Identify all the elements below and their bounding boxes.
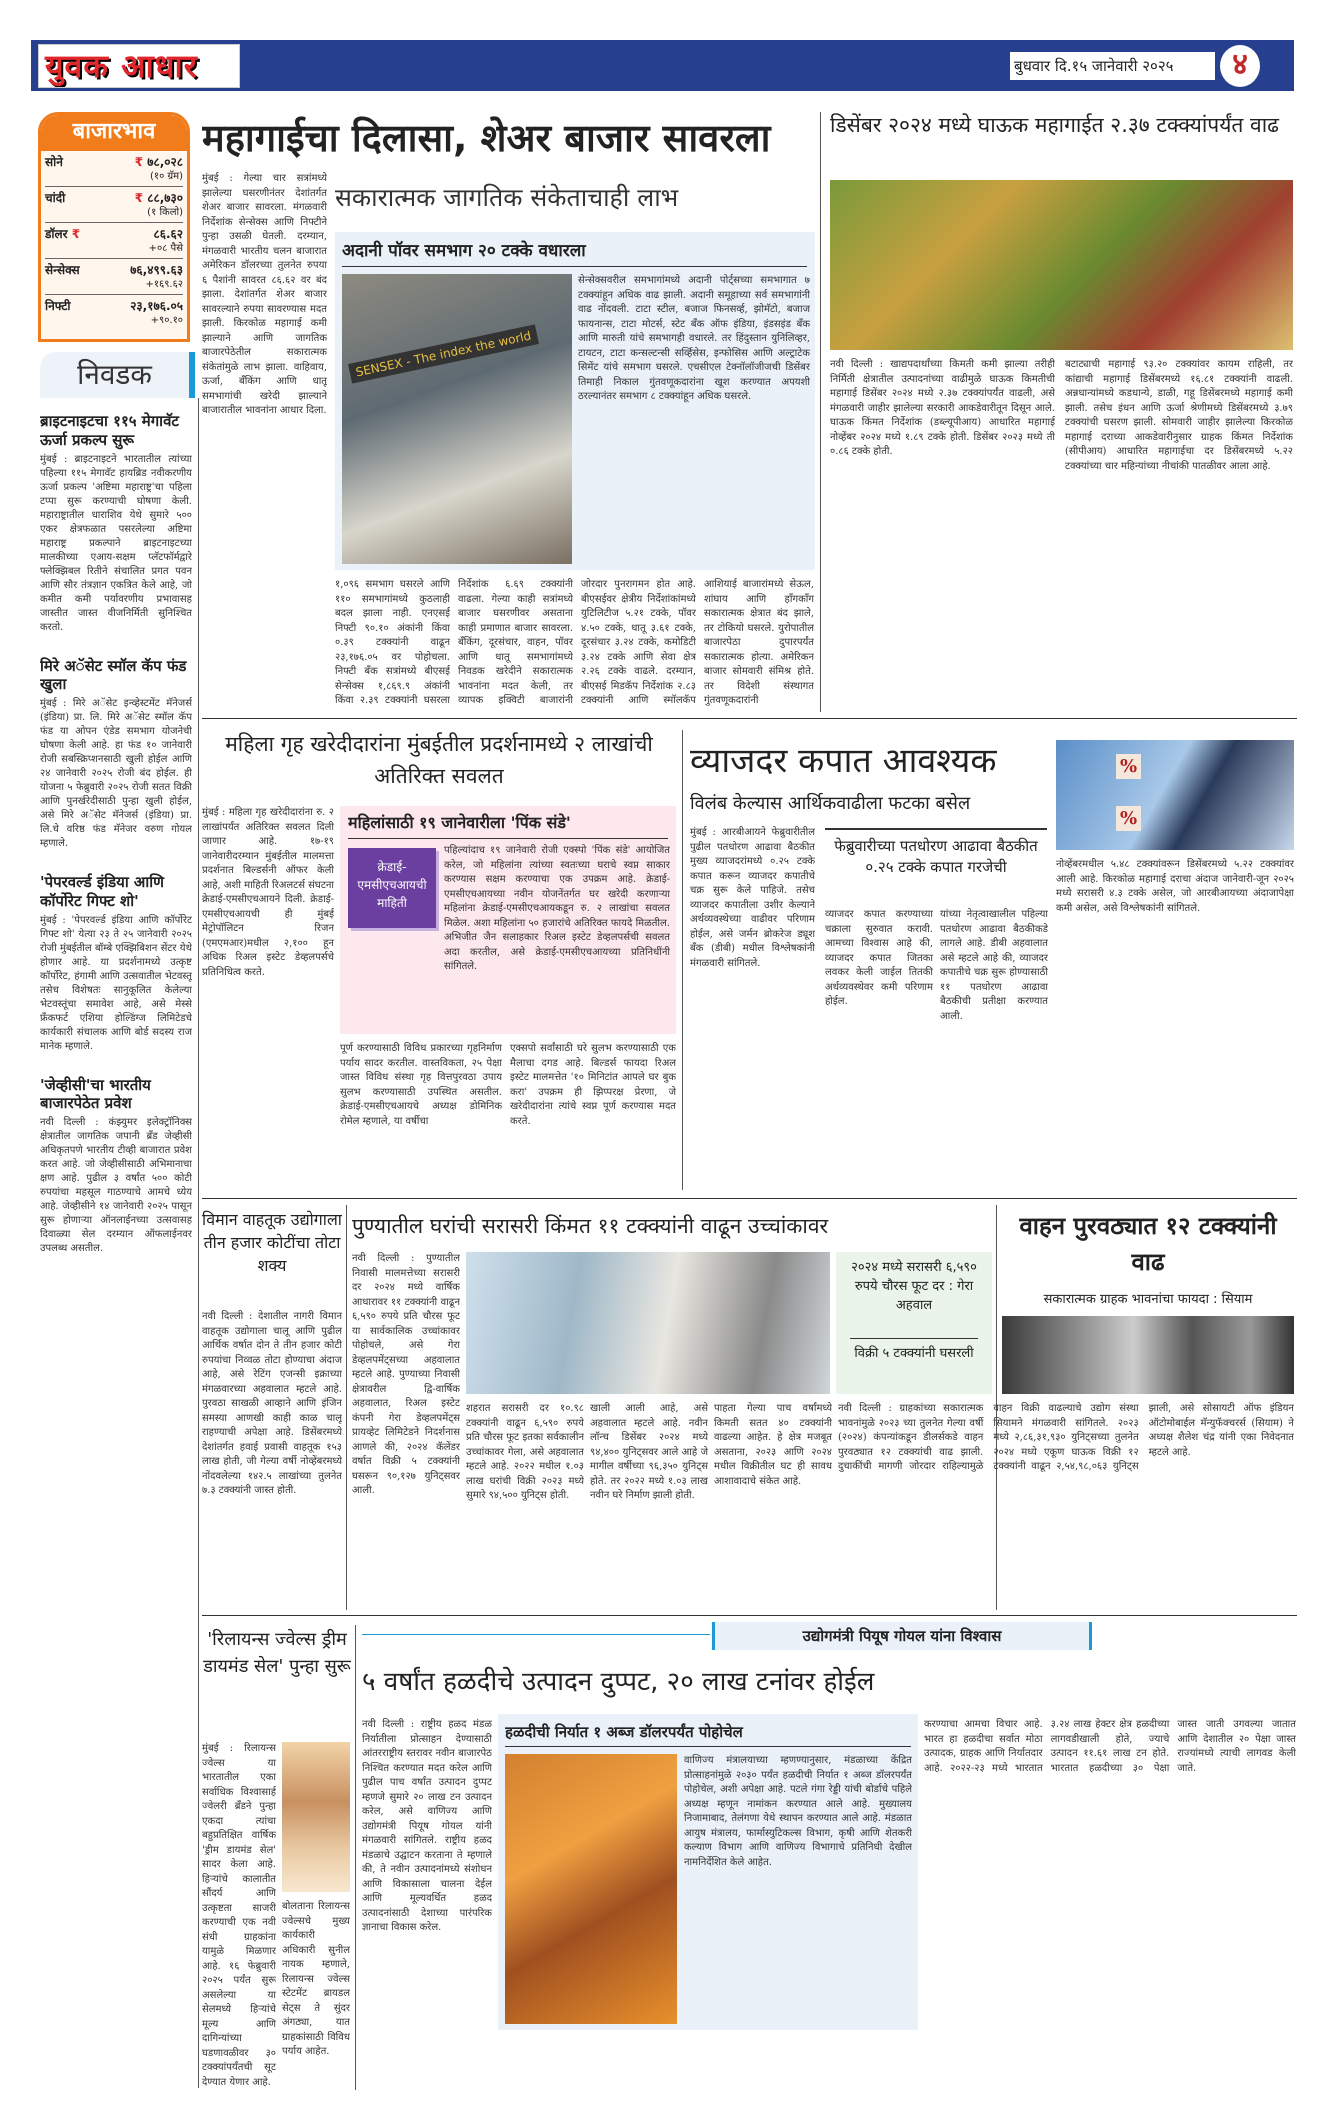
market-row-dollar: डॉलर ₹ ८६.६२ +०८ पैसे xyxy=(45,223,183,259)
building-photo xyxy=(466,1252,830,1394)
turmeric-body-col-2: करण्याचा आमचा विचार आहे. भारत हा हळदीचा सर्वात मोठा उत्पादक, ग्राहक आणि निर्यातदार आहे. २०२२-२३ मध्ये भारतात ३.२४ लाख हेक्टर क्षेत्र हळदीच्या लागवडीखाली होते, ज्याचे उत्पादन ११.६१ लाख टन होते. भारतात हळदीच्या ३० पेक्षा जास्त जाती उगवल्या जातात आणि देशातील २० पेक्षा जास्त राज्यांमध्ये त्याची लागवड केली जाते. xyxy=(924,1719,1296,1774)
nivdak-body: मुंबई : मिरे अॅसेट इन्व्हेस्टमेंट मॅनेजर्स (इंडिया) प्रा. लि. मिरे अॅसेट स्मॉल कॅप फंड या ओपन एंडेड समभाग योजनेची घोषणा केली आहे. हा फंड १० जानेवारी रोजी सबस्क्रिप्शनसाठी खुली होईल आणि २४ जानेवारी २०२५ रोजी बंद होईल. ही योजना ५ फेब्रुवारी २०२५ रोजी सतत विक्री आणि पुनर्खरेदीसाठी पुन्हा खुली होईल, असे मिरे अॅसेट मॅनेजर्स (इंडिया) प्रा. लि.चे वरिष्ठ फंड मॅनेजर वरुण गोयल म्हणाले. xyxy=(40,698,192,849)
section-divider xyxy=(202,1615,1297,1616)
market-row-sensex: सेन्सेक्स ७६,४९९.६३ +१६९.६२ xyxy=(45,259,183,295)
nivdak-headline: 'जेव्हीसी'चा भारतीय बाजारपेठेत प्रवेश xyxy=(40,1075,151,1113)
rate-cut-body-col-2: व्याजदर कपात करण्याच्या चक्राला सुरुवात करावी. आमच्या विश्वास आहे की, व्याजदर कपात जितका लवकर केली जाईल तितकी अर्थव्यवस्थेवर कमी परिणाम होईल. xyxy=(825,909,933,1007)
pune-body-col-3: खाली आली आहे, असे अहवालात म्हटले आहे. नवीन लॉन्च डिसेंबर २०२४ मध्ये ९४,४०० युनिट्सवर आले आहे जे मागील वर्षीच्या ९६,३५० युनिट्स होते. तर २०२२ मध्ये १.०३ लाख नवीन घरे निर्माण झाली होती. xyxy=(590,1403,708,1501)
nivdak-item xyxy=(40,657,192,852)
aviation-body: नवी दिल्ली : देशातील नागरी विमान वाहतूक उद्योगाला चालू आणि पुढील आर्थिक वर्षात दोन ते तीन हजार कोटी रुपयांचा निव्वळ तोटा होण्याचा अंदाज आहे, असे रेटिंग एजन्सी इक्राच्या मंगळवारच्या अहवालात म्हटले आहे. पुरवठा साखळी आव्हाने आणि इंजिन समस्या आणखी काही काळ चालू राहण्याची अपेक्षा आहे. डिसेंबरमध्ये देशांतर्गत हवाई प्रवासी वाहतूक १५३ लाख होती, जी गेल्या वर्षी नोव्हेंबरमध्ये नोंदवलेल्या १४२.५ लाखांच्या तुलनेत ७.३ टक्क्यांनी जास्त होती. xyxy=(202,1311,342,1496)
section-divider xyxy=(202,1198,1297,1199)
lead-body-col-1: मुंबई : गेल्या चार सत्रांमध्ये झालेल्या घसरणीनंतर देशांतर्गत शेअर बाजार सावरला. मंगळवारी निर्देशांक सेन्सेक्स आणि निफ्टीने पुन्हा उसळी घेतली. दरम्यान, मंगळवारी भारतीय चलन बाजारात अमेरिकन डॉलरच्या तुलनेत रुपया ६ पैशांनी सावरत ८६.६२ वर बंद झाला. देशांतर्गत शेअर बाजार सावरल्याने रुपया सावरण्यास मदत झाली. किरकोळ महागाई कमी झाल्याने आणि जागतिक बाजारपेठेतील सकारात्मक संकेतांमुळे लाभ झाला. वाहिवाय, ऊर्जा, बँकिंग आणि धातू समभागांची खरेदी झाल्याने बाजारातील भावनांना आधार दिला. xyxy=(202,173,327,416)
adani-rule xyxy=(342,266,807,267)
women-body-col-3: एक्सपो सर्वांसाठी घरे सुलभ करण्यासाठी एक मैलाचा दगड आहे. बिल्डर्स फायदा रिअल इस्टेट मालमत्तेत '१० मिनिटांत आपले घर बुक करा' उपक्रम ही झिप्परक्ष प्रेरणा, जे खरेदीदारांना त्यांचे स्वप्न पूर्ण करण्यास मदत करते. xyxy=(510,1043,676,1127)
turmeric-export-headline: हळदीची निर्यात १ अब्ज डॉलरपर्यंत पोहोचेल xyxy=(505,1723,743,1741)
turmeric-export-body: वाणिज्य मंत्रालयाच्या म्हणण्यानुसार, मंडळाच्या केंद्रित प्रोत्साहनांमुळे २०३० पर्यंत हळदीची निर्यात १ अब्ज डॉलरपर्यंत पोहोचेल, अशी अपेक्षा आहे. पटले गंगा रेड्डी यांची बोर्डाचे पहिले अध्यक्ष म्हणून नामांकन करण्यात आले आहे. मुख्यालय निजामाबाद, तेलंगणा येथे स्थापन करण्यात आले आहे. मंडळात आयुष मंत्रालय, फार्मास्युटिकल्स विभाग, कृषी आणि शेतकरी कल्याण विभाग आणि वाणिज्य विभागाचे प्रतिनिधी देखील नामनिर्देशित केले आहेत. xyxy=(684,1755,912,1868)
market-row-gold: सोने ₹ ७८,०२८ (१० ग्रॅम) xyxy=(45,151,183,187)
vehicle-headline: वाहन पुरवठ्यात १२ टक्क्यांनी वाढ xyxy=(1019,1212,1277,1276)
section-divider xyxy=(202,718,1297,719)
column-divider xyxy=(682,730,683,1190)
reliance-jewels-photo xyxy=(282,1742,350,1892)
reliance-body-col-2: बोलताना रिलायन्स ज्वेल्सचे मुख्य कार्यकारी अधिकारी सुनील नायक म्हणाले, रिलायन्स ज्वेल्स स्टेटमेंट ब्रायडल सेट्स ते सुंदर अंगठ्या, यात ग्राहकांसाठी विविध पर्याय आहेत. xyxy=(282,1901,350,2057)
nivdak-headline: 'पेपरवर्ल्ड इंडिया आणि कॉर्पोरेट गिफ्ट शो' xyxy=(40,873,164,910)
nivdak-body: मुंबई : 'पेपरवर्ल्ड इंडिया आणि कॉर्पोरेट गिफ्ट शो' येत्या २३ ते २५ जानेवारी २०२५ रोजी मुंबईतील बॉम्बे एक्झिबिशन सेंटर येथे होणार आहे. या प्रदर्शनामध्ये उत्कृष्ट कॉर्पोरेट, हंगामी आणि उत्सवातील भेटवस्तू तसेच विशेषतः सानुकूलित केलेल्या भेटवस्तूंचा समावेश आहे, असे मेस्से फ्रँकफर्ट एशिया होल्डिंग्ज लिमिटेडचे कार्यकारी संचालक आणि बोर्ड सदस्य राज मानेक म्हणाले. xyxy=(40,914,192,1052)
women-headline: महिला गृह खरेदीदारांना मुंबईतील प्रदर्शनामध्ये २ लाखांची अतिरिक्त सवलत xyxy=(225,732,653,788)
market-rates-box xyxy=(38,112,190,342)
percent-photo xyxy=(1056,740,1294,850)
market-rates-title: बाजारभाव xyxy=(41,115,187,151)
nivdak-item xyxy=(40,1076,192,1257)
pink-sunday-body: पहिल्यांदाच १९ जानेवारी रोजी एक्स्पो 'पिंक संडे' आयोजित करेल, जो महिलांना त्यांच्या स्वतःच्या घराचे स्वप्न साकार करण्यास सक्षम करण्याचा एक उपक्रम आहे. क्रेडाई-एमसीएचआयच्या नवीन योजनेंतर्गत घर खरेदी करणाऱ्या महिलांना क्रेडाई-एमसीएचआयकडून रु. २ लाखांचा सवलत मिळेल. अशा महिलांना ५० हजारांचे अतिरिक्त फायदे मिळतील. अभिजीत जैन सलाहकार रिअल इस्टेट डेव्हलपर्सची सवलत अदा करतील, असे क्रेडाई-एमसीएचआयच्या प्रतिनिधींनी सांगितले. xyxy=(444,845,670,972)
lead-body-col-5: आशियाई बाजारांमध्ये सेऊल, शांघाय आणि हाँगकाँग सकारात्मक क्षेत्रात बंद झाले, तर टोकियो घसरले. युरोपातील बाजारपेठा दुपारपर्यंत सकारात्मक होत्या. अमेरिकन बाजार सोमवारी संमिश्र होते. तर विदेशी संस्थागत गुंतवणूकदारांनी xyxy=(704,579,814,706)
lead-body-col-4: जोरदार पुनरागमन होत आहे. बीएसईवर क्षेत्रीय निर्देशांकांमध्ये युटिलिटीज ५.२१ टक्के, पॉवर ४.५० टक्के, धातू ३.६१ टक्के, दूरसंचार ३.२४ टक्के, कमोडिटी ३.२४ टक्के आणि सेवा क्षेत्र २.२६ टक्के वाढले. दरम्यान, बीएसई मिडकॅप निर्देशांक २.८३ टक्क्यांनी आणि स्मॉलकॅप xyxy=(581,579,696,706)
rate-cut-body-col-3: यांच्या नेतृत्वाखालील पहिल्या पतधोरण आढावा बैठकीकडे लागले आहे. डीबी अहवालात असे म्हटले आहे की, व्याजदर कपातीचे चक्र सुरू होण्यासाठी ११ पतधोरण आढावा बैठकीची प्रतीक्षा करण्यात आली. xyxy=(940,909,1048,1022)
sensex-photo-label: SENSEX - The index the world xyxy=(348,324,539,383)
reliance-headline: 'रिलायन्स ज्वेल्स ड्रीम डायमंड सेल' पुन्हा सुरू xyxy=(203,1629,351,1677)
percent-icon: % xyxy=(1116,806,1141,831)
rate-cut-body-col-1: मुंबई : आरबीआयने फेब्रुवारीतील पुढील पतधोरण आढावा बैठकीत मुख्य व्याजदरांमध्ये ०.२५ टक्के कपात करून व्याजदर कपातीचे चक्र सुरू केले पाहिजे. तसेच व्याजदर कपातीला उशीर केल्याने अर्थव्यवस्थेच्या वाढीवर परिणाम होईल, असे जर्मन ब्रोकरेज ड्यूश बँक (डीबी) मधील विश्लेषकांनी मंगळवारी सांगितले. xyxy=(690,827,815,969)
export-rule xyxy=(505,1746,911,1747)
percent-icon: % xyxy=(1116,754,1141,779)
nivdak-body: मुंबई : ब्राइटनाइटने भारतातील त्यांच्या पहिल्या ११५ मेगावॅट हायब्रिड नवीकरणीय ऊर्जा प्रकल्प 'अष्टिमा महाराष्ट्र'चा पहिला टप्पा सुरू करण्याची घोषणा केली. महाराष्ट्रातील धाराशिव येथे सुमारे ५०० एकर क्षेत्रफळात पसरलेल्या अष्टिमा महाराष्ट्र प्रकल्पाने ब्राइटनाइटच्या मालकीच्या एआय-सक्षम प्लॅटफॉर्मद्वारे फ्लेक्झिबल रितीने संचालित प्रगत पवन आणि सौर तंत्रज्ञान एकत्रित केले आहे, जो कमीत कमी पर्यावरणीय प्रभावासह जास्तीत जास्त वीजनिर्मिती सुनिश्चित करतो. xyxy=(40,453,192,633)
rate-cut-side-body: नोव्हेंबरमधील ५.४८ टक्क्यांवरून डिसेंबरमध्ये ५.२२ टक्क्यांवर आली आहे. किरकोळ महागाई दराचा अंदाज जानेवारी-जून २०२५ मध्ये सरासरी ४.३ टक्के असेल, जो आरबीआयच्या अंदाजापेक्षा कमी असेल, असे विश्लेषकांनी सांगितले. xyxy=(1056,859,1294,914)
nivdak-item xyxy=(40,873,192,1054)
column-divider xyxy=(355,1625,356,2090)
turmeric-body-col-1: नवी दिल्ली : राष्ट्रीय हळद मंडळ निर्यातीला प्रोत्साहन देण्यासाठी आंतरराष्ट्रीय स्तरावर नवीन बाजारपेठ निश्चित करण्यात मदत करेल आणि पुढील पाच वर्षांत उत्पादन दुप्पट म्हणजे सुमारे २० लाख टन उत्पादन करेल, असे वाणिज्य आणि उद्योगमंत्री पियूष गोयल यांनी मंगळवारी सांगितले. राष्ट्रीय हळद मंडळाचे उद्घाटन करताना ते म्हणाले की, ते नवीन उत्पादनांमध्ये संशोधन आणि विकासाला चालना देईल आणि मूल्यवर्धित हळद उत्पादनांसाठी देशाच्या पारंपरिक ज्ञानाचा विकास करेल. xyxy=(362,1719,492,1933)
pune-body-col-1: नवी दिल्ली : पुण्यातील निवासी मालमत्तेच्या सरासरी दर २०२४ मध्ये वार्षिक आधारावर ११ टक्क्यांनी वाढून ६,५९० रुपये प्रति चौरस फूट या सार्वकालिक उच्चांकावर पोहोचले, असे गेरा डेव्हलपमेंट्सच्या अहवालात म्हटले आहे. पुण्याच्या निवासी क्षेत्रावरील द्वि-वार्षिक अहवालात, रिअल इस्टेट कंपनी गेरा डेव्हलपमेंट्स प्रायव्हेट लिमिटेडने निदर्शनास आणले की, २०२४ कॅलेंडर वर्षात विक्री ५ टक्क्यांनी घसरून ९०,१२७ युनिट्सवर आली. xyxy=(352,1253,460,1496)
cars-photo xyxy=(1002,1316,1294,1394)
credai-badge: क्रेडाई-एमसीएचआयची माहिती xyxy=(348,848,436,928)
turmeric-kicker: उद्योगमंत्री पियूष गोयल यांना विश्वास xyxy=(802,1627,1002,1645)
pune-green-box-line-2: विक्री ५ टक्क्यांनी घसरली xyxy=(854,1346,974,1361)
rate-cut-subheadline: विलंब केल्यास आर्थिकवाढीला फटका बसेल xyxy=(690,793,971,814)
lead-headline: महागाईचा दिलासा, शेअर बाजार सावरला xyxy=(202,116,771,160)
pune-headline: पुण्यातील घरांची सरासरी किंमत ११ टक्क्यांनी वाढून उच्चांकावर xyxy=(352,1214,829,1238)
wpi-headline: डिसेंबर २०२४ मध्ये घाऊक महागाईत २.३७ टक्क्यांपर्यंत वाढ xyxy=(830,113,1279,137)
nivdak-body: नवी दिल्ली : कंझ्युमर इलेक्ट्रॉनिक्स क्षेत्रातील जागतिक जपानी ब्रँड जेव्हीसी अधिकृतपणे भारतीय टीव्ही बाजारात प्रवेश करत आहे. जो जेव्हीसीसाठी अभिमानाचा क्षण आहे. पुढील ३ वर्षांत ५०० कोटी रुपयांचा महसूल गाठण्याचे आमचे ध्येय आहे. जेव्हीसीने १४ जानेवारी २०२५ पासून सुरू होणाऱ्या ऑनलाईनच्या उत्सवासह दिवाळ्या सेल दरम्यान ऑफलाईनवर उपलब्ध असतील. xyxy=(40,1117,192,1254)
women-body-col-1: मुंबई : महिला गृह खरेदीदारांना रु. २ लाखांपर्यंत अतिरिक्त सवलत दिली जाणार आहे. १७-१९ जानेवारीदरम्यान मुंबईतील मालमत्ता प्रदर्शनात बिल्डर्सनी ऑफर केली आहे, अशी माहिती रिअलटर्स संघटना क्रेडाई-एमसीएचआयने दिली. क्रेडाई-एमसीएचआयची ही मुंबई मेट्रोपॉलिटन रिजन (एमएमआर)मधील २,१०० हून अधिक रिअल इस्टेट डेव्हलपर्सचे प्रतिनिधित्व करते. xyxy=(202,807,334,978)
column-divider xyxy=(346,1205,347,1610)
women-body-col-2: पूर्ण करण्यासाठी विविध प्रकारच्या गृहनिर्माण पर्याय सादर करतील. वास्तविकता, २५ पेक्षा जास्त विविध संस्था गृह वित्तपुरवठा उपाय सुलभ करण्यासाठी उपस्थित असतील. क्रेडाई-एमसीएचआयचे अध्यक्ष डोमिनिक रोमेल म्हणाले, या वर्षीचा xyxy=(340,1043,502,1127)
inset-rule xyxy=(825,828,1047,830)
nivdak-headline: ब्राइटनाइटचा ११५ मेगावॅट ऊर्जा प्रकल्प सुरू xyxy=(40,412,179,449)
wpi-body-col-1: नवी दिल्ली : खाद्यपदार्थांच्या किमती कमी झाल्या तरीही निर्मिती क्षेत्रातील उत्पादनांच्या वाढीमुळे घाऊक किमतीची महागाई डिसेंबर २०२४ मध्ये २.३७ टक्क्यांपर्यंत वाढली, असे मंगळवारी जाहीर झालेल्या सरकारी आकडेवारीतून दिसून आले. घाऊक किंमत निर्देशांक (डब्ल्यूपीआय) आधारित महागाई नोव्हेंबर २०२४ मध्ये १.८९ टक्के होती. डिसेंबर २०२३ मध्ये ती ०.८६ टक्के होती. xyxy=(830,359,1055,457)
pink-sunday-headline: महिलांसाठी १९ जानेवारीला 'पिंक संडे' xyxy=(348,813,571,832)
nivdak-headline: मिरे अॅसेट स्मॉल कॅप फंड खुला xyxy=(40,656,187,694)
rate-cut-headline: व्याजदर कपात आवश्यक xyxy=(690,741,997,781)
pink-rule xyxy=(348,838,668,839)
lead-subheadline: सकारात्मक जागतिक संकेताचाही लाभ xyxy=(335,183,679,212)
market-row-silver: चांदी ₹ ८८,७३० (१ किलो) xyxy=(45,187,183,223)
column-divider xyxy=(198,398,199,2088)
pune-body-col-2: शहरात सरासरी दर १०.९८ टक्क्यांनी वाढून ६,५९० रुपये प्रति चौरस फूट इतका सर्वकालीन उच्चांकावर गेला, असे अहवालात म्हटले आहे. २०२२ मधील १.०३ लाख घरांची विक्री २०२३ मध्ये सुमारे ९४,५०० युनिट्स होती. xyxy=(466,1403,584,1501)
nivdak-column xyxy=(40,402,192,2087)
market-row-nifty: निफ्टी २३,१७६.०५ +९०.१० xyxy=(45,299,183,326)
nivdak-section-title: निवडक xyxy=(40,352,195,398)
aviation-headline: विमान वाहतूक उद्योगाला तीन हजार कोटींचा तोटा शक्य xyxy=(202,1210,342,1275)
adani-body: सेन्सेक्सवरील समभागांमध्ये अदानी पोर्ट्सच्या समभागात ७ टक्क्यांहून अधिक वाढ झाली. अदानी समूहाच्या सर्व समभागांनी वाढ नोंदवली. टाटा स्टील, बजाज फिनसर्व्ह, झोमॅटो, बजाज फायनान्स, टाटा मोटर्स, स्टेट बँक ऑफ इंडिया, इंडसइंड बँक आणि मारुती यांचे समभागही वधारले. तर हिंदुस्तान युनिलिव्हर, टायटन, टाटा कन्सल्टन्सी सर्व्हिसेस, इन्फोसिस आणि अल्ट्राटेक सिमेंट यांचे समभाग घसरले. एचसीएल टेक्नॉलॉजीजची डिसेंबर तिमाही निकाल गुंतवणूकदारांना खूश करण्यात अपयशी ठरल्यानंतर समभाग ८ टक्क्यांहून अधिक घसरले. xyxy=(578,275,810,402)
turmeric-photo xyxy=(505,1754,677,2024)
vehicle-body: नवी दिल्ली : ग्राहकांच्या सकारात्मक भावनांमुळे २०२३ च्या तुलनेत गेल्या वर्षी (२०२४) कंपन्यांकडून डीलर्सकडे वाहन पुरवठ्यात १२ टक्क्यांची वाढ झाली. दुचाकींची मागणी जोरदार राहिल्यामुळे वाहन विक्री वाढल्याचे उद्योग संस्था सियामने मंगळवारी सांगितले. २०२३ मध्ये २,८६,३१,९३० युनिट्सच्या तुलनेत २०२४ मध्ये एकूण घाऊक विक्री १२ टक्क्यांनी वाढून २,५४,९८,०६३ युनिट्स झाली, असे सोसायटी ऑफ इंडियन ऑटोमोबाईल मॅन्युफॅक्चरर्स (सियाम) ने अध्यक्ष शैलेश चंद्र यांनी एका निवेदनात म्हटले आहे. xyxy=(838,1403,1294,1472)
turmeric-headline: ५ वर्षांत हळदीचे उत्पादन दुप्पट, २० लाख टनांवर होईल xyxy=(362,1667,875,1697)
green-rule xyxy=(850,1338,978,1339)
adani-headline: अदानी पॉवर समभाग २० टक्के वधारला xyxy=(342,241,586,261)
vehicle-subheadline: सकारात्मक ग्राहक भावनांचा फायदा : सियाम xyxy=(1043,1292,1253,1307)
page-number: ४ xyxy=(1220,45,1260,87)
sensex-photo xyxy=(342,274,572,564)
newspaper-logo: युवक आधार xyxy=(38,44,240,88)
nivdak-item xyxy=(40,412,192,635)
lead-body-col-2: १,०९६ समभाग घसरले आणि ११० समभागांमध्ये कुठलाही बदल झाला नाही. एनएसई निफ्टी ९०.१० अंकांनी किंवा ०.३९ टक्क्यांनी वाढून २३,१७६.०५ वर पोहोचला. निफ्टी बँक सत्रांमध्ये बीएसई सेन्सेक्स १,८६९.९ अंकांनी किंवा २.३९ टक्क्यांनी घसरला xyxy=(335,579,450,706)
kicker-rule xyxy=(362,1634,710,1635)
pune-body-col-4: पाहता गेल्या पाच वर्षांमध्ये किमती सतत ४० टक्क्यांनी वाढल्या आहेत. हे क्षेत्र मजबूत असताना, २०२३ आणि २०२४ मधील विक्रीतील घट ही सावध आशावादाचे संकेत आहे. xyxy=(714,1403,832,1487)
lead-body-col-3: निर्देशांक ६.६९ टक्क्यांनी वाढला. गेल्या काही सत्रांमध्ये बाजार घसरणीवर असताना काही प्रमाणात बाजार सावरला. बँकिंग, दूरसंचार, वाहन, पॉवर आणि धातू समभागांमध्ये निवडक खरेदीने सकारात्मक भावनांना मदत केली, तर व्यापक इक्विटी बाजारांनी xyxy=(458,579,573,706)
column-divider xyxy=(820,112,821,712)
wpi-body-col-2: बटाट्याची महागाई ९३.२० टक्क्यांवर कायम राहिली, तर कांद्याची महागाई डिसेंबरमध्ये १६.८१ टक्क्यांनी वाढली. अन्नधान्यांमध्ये कडधान्ये, डाळी, गहू डिसेंबरमध्ये महागाई कमी झाली. तसेच इंधन आणि ऊर्जा श्रेणीमध्ये डिसेंबरमध्ये ३.७९ टक्क्यांची घसरण झाली. सोमवारी जाहीर झालेल्या किरकोळ महागाई दराच्या आकडेवारीनुसार ग्राहक किंमत निर्देशांक (सीपीआय) आधारित महागाईचा दर डिसेंबरमध्ये ५.२२ टक्क्यांच्या चार महिन्यांच्या नीचांकी पातळीवर आला आहे. xyxy=(1065,359,1293,472)
rate-cut-inset-heading: फेब्रुवारीच्या पतधोरण आढावा बैठकीत ०.२५ टक्के कपात गरजेची xyxy=(834,837,1038,876)
vegetable-market-photo xyxy=(830,180,1293,350)
issue-date: बुधवार दि.१५ जानेवारी २०२५ xyxy=(1010,52,1215,80)
pune-green-box-line-1: २०२४ मध्ये सरासरी ६,५९० रुपये चौरस फूट दर : गेरा अहवाल xyxy=(851,1260,977,1313)
reliance-body-col-1: मुंबई : रिलायन्स ज्वेल्स या भारतातील एका सर्वाधिक विश्वासार्ह ज्वेलरी ब्रँडने पुन्हा एकदा त्यांचा बहुप्रतिक्षित वार्षिक 'ड्रीम डायमंड सेल' सादर केला आहे. हिऱ्यांचे कालातीत सौंदर्य आणि उत्कृष्टता साजरी करण्याची एक नवी संधी ग्राहकांना यामुळे मिळणार आहे. १६ फेब्रुवारी २०२५ पर्यंत सुरू असलेल्या या सेलमध्ये हिऱ्यांचे मूल्य आणि दागिन्यांच्या घडणावळीवर ३० टक्क्यांपर्यंतची सूट देण्यात येणार आहे. xyxy=(202,1743,276,2087)
